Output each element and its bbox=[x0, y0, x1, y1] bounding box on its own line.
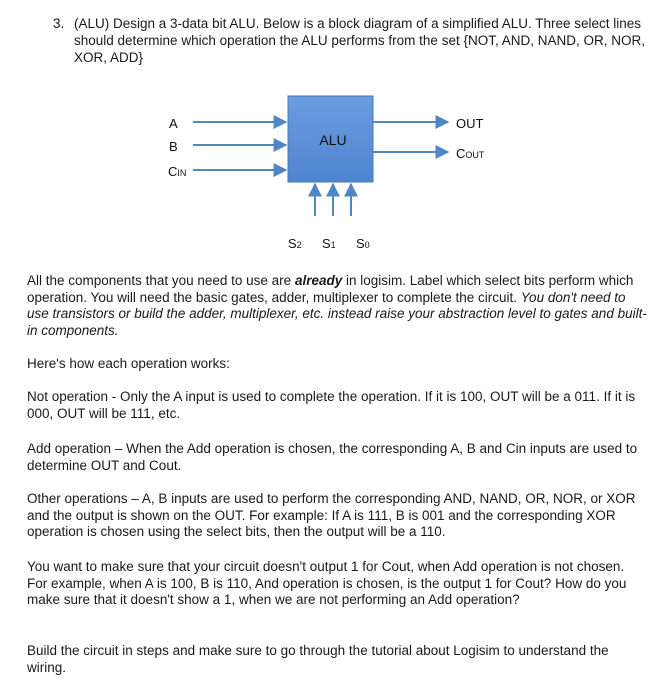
input-a-label: A bbox=[169, 116, 178, 131]
question-block bbox=[53, 15, 648, 66]
p1-emphasis-already: already bbox=[294, 273, 343, 288]
alu-label: ALU bbox=[319, 132, 347, 148]
alu-block-diagram bbox=[0, 90, 657, 260]
question-text: (ALU) Design a 3-data bit ALU. Below is a block diagram of a simplified ALU. Three select lines should determine which operation the ALU performs from the set {NOT, AND, NAND, OR, NOR, XOR, ADD} bbox=[74, 16, 645, 65]
p1-text-3: in logisim. Label which select bits perform which operation. You will need the basic gates, adder, multiplexer to complete the circuit. bbox=[27, 273, 634, 305]
select-s1-label: S1 bbox=[322, 236, 336, 251]
paragraph-build-steps: Build the circuit in steps and make sure to go through the tutorial about Logisim to understand the wiring. bbox=[27, 643, 609, 675]
paragraph-not-operation: Not operation - Only the A input is used to complete the operation. If it is 100, OUT will be a 011. If it is 000, OUT will be 111, etc. bbox=[27, 389, 636, 421]
select-s2-label: S2 bbox=[288, 236, 302, 251]
p1-text-1: All the components that you need to use are bbox=[27, 273, 295, 288]
paragraph-add-operation: Add operation – When the Add operation is chosen, the corresponding A, B and Cin inputs are used to determine OUT and Cout. bbox=[27, 441, 638, 473]
paragraph-components bbox=[27, 273, 647, 339]
input-cin-label: CIN bbox=[168, 164, 187, 179]
paragraph-other-operations: Other operations – A, B inputs are used to perform the corresponding AND, NAND, OR, NOR, or XOR and the output is shown on the OUT. For example: If A is 111, B is 001 and the corresponding XOR operation is chosen using the select bits, then the output will be a 110. bbox=[27, 491, 636, 539]
paragraph-how-operations-work: Here's how each operation works: bbox=[27, 356, 230, 371]
input-b-label: B bbox=[169, 139, 178, 154]
select-s0-label: S0 bbox=[356, 236, 370, 251]
paragraph-cout-note: You want to make sure that your circuit doesn't output 1 for Cout, when Add operation is not chosen. For example, when A is 100, B is 110, And operation is chosen, is the output 1 for Cout? How do you make sure that it doesn't show a 1, when we are not performing an Add operation? bbox=[27, 559, 627, 607]
question-number: 3. bbox=[53, 16, 65, 31]
p1-italic-note: You don't need to use transistors or build the adder, multiplexer, etc. instead raise your abstraction level to gates and built-in components. bbox=[27, 289, 647, 338]
output-cout-label: COUT bbox=[456, 146, 485, 161]
output-out-label: OUT bbox=[456, 116, 484, 131]
